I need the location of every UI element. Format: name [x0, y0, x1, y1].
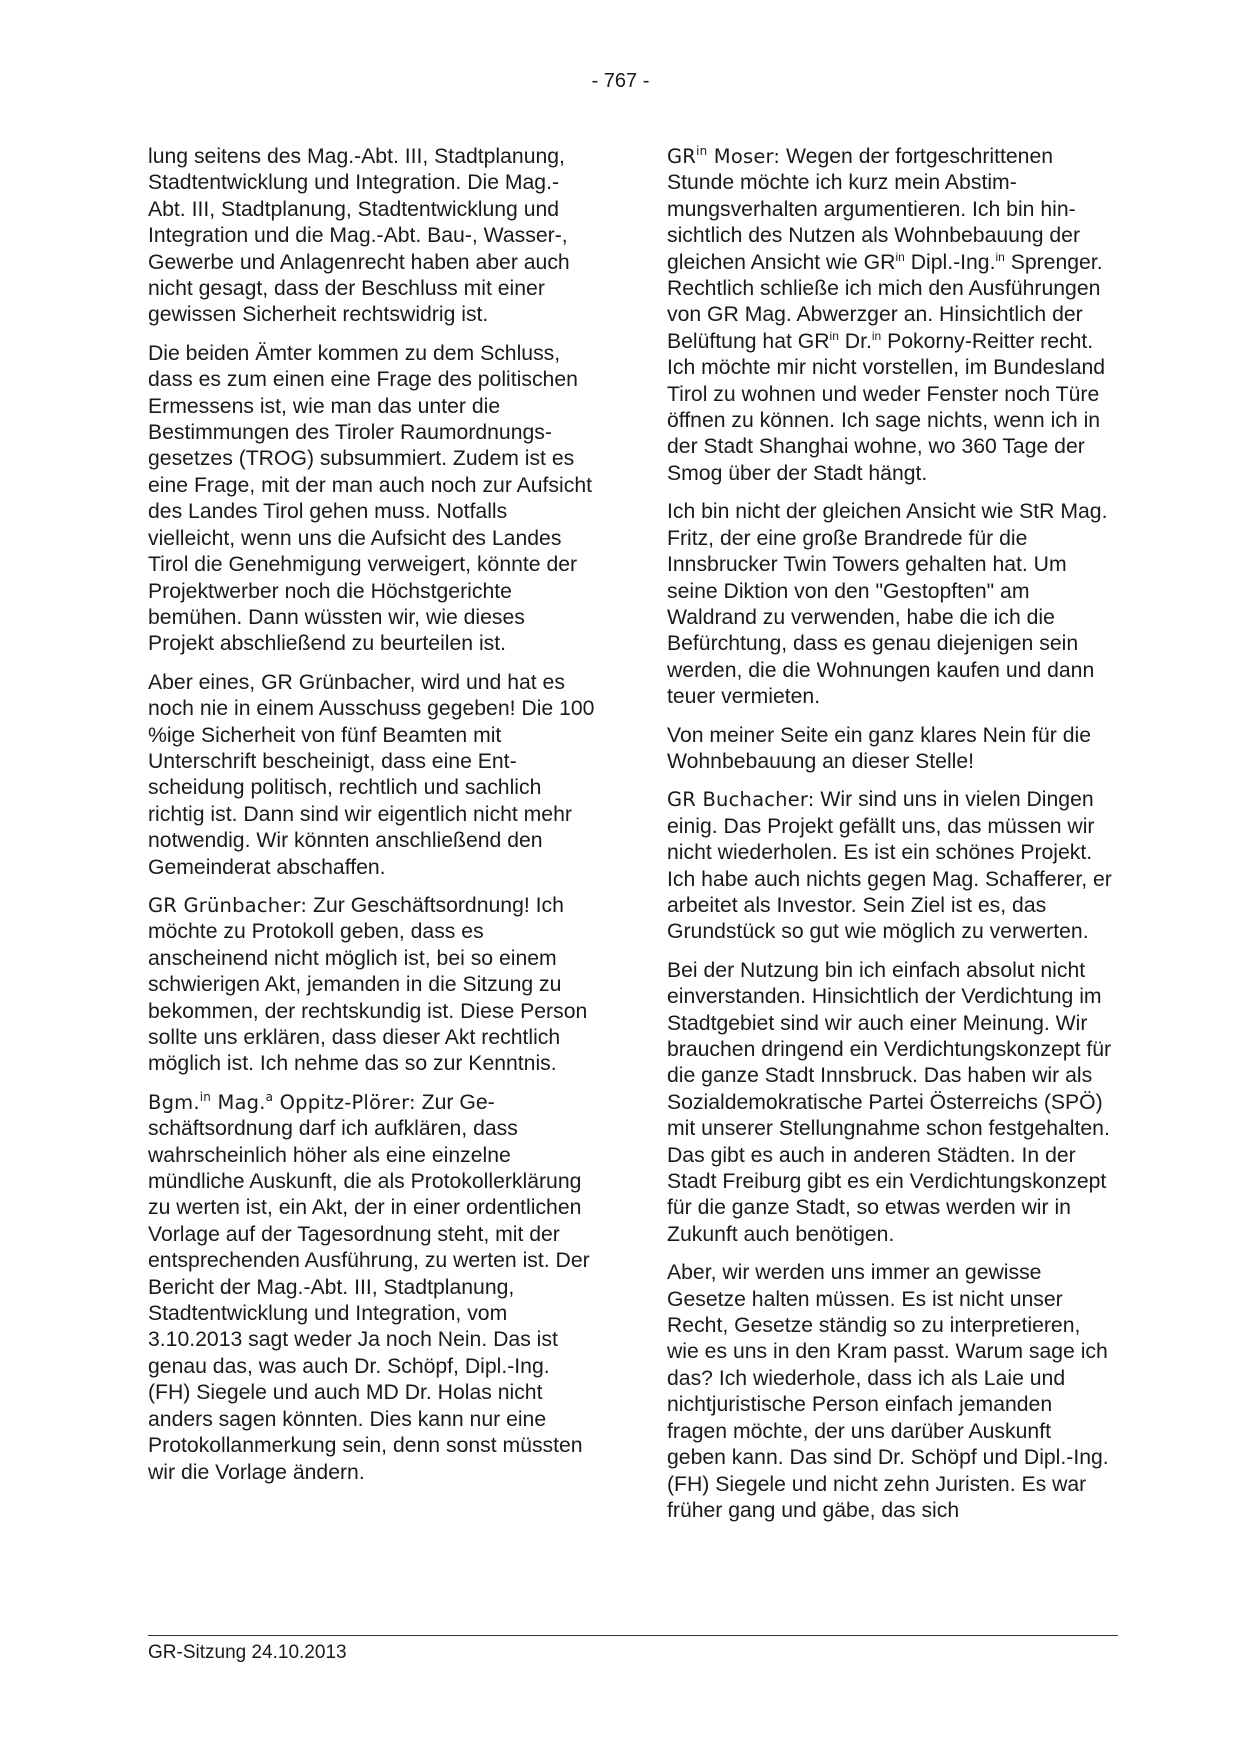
- speaker-name: GR Buchacher:: [667, 788, 815, 812]
- speech-text: Zur Geschäftsordnung! Ich möchte zu Protokoll geben, dass es anscheinend nicht möglich ist, bei so einem schwierigen Akt, jemanden in die Sitzung zu bekommen, der rechtskundig ist. Diese Person sollte uns erklären, dass dieser Akt rechtlich möglich ist. Ich nehme das so zur Kenntnis.: [148, 893, 588, 1076]
- paragraph: Aber, wir werden uns immer an gewisse Gesetze halten müssen. Es ist nicht unser Recht, Gesetze ständig so zu interpretieren, wie es uns in den Kram passt. Warum sage ich das? Ich wiederhole, dass ich als Laie und nichtjuristische Person einfach jemanden fragen möchte, der uns darüber Auskunft geben kann. Das sind Dr. Schöpf und Dipl.-Ing. (FH) Siegele und nicht zehn Juristen. Es war früher gang und gäbe, das sich: [667, 1261, 1109, 1522]
- paragraph: [148, 1090, 596, 1486]
- speech-text: Zur Geschäftsordnung darf ich aufklären, dass wahrscheinlich höher als eine einzelne mündliche Auskunft, die als Protokollerklärung zu werten ist, ein Akt, der in einer ordentlichen Vorlage auf der Tagesordnung steht, mit der entsprechenden Ausführung, zu werten ist. Der Bericht der Mag.-Abt. III, Stadtplanung, Stadtentwicklung und Integration, vom 3.10.2013 sagt weder Ja noch Nein. Das ist genau das, was auch Dr. Schöpf, Dipl.-Ing. (FH) Siegele und auch MD Dr. Holas nicht anders sagen könnten. Dies kann nur eine Protokollanmerkung sein, denn sonst müssten wir die Vorlage ändern.: [148, 1090, 590, 1484]
- speaker-name: Bgm.$^{in}$ Mag.$^a$ Oppitz-Plörer:: [148, 1089, 416, 1114]
- paragraph: Bei der Nutzung bin ich einfach absolut nicht einverstanden. Hinsichtlich der Verdichtung im Stadtgebiet sind wir auch einer Meinung. Wir brauchen dringend ein Verdichtungskonzept für die ganze Stadt Innsbruck. Das haben wir als Sozialdemokratische Partei Österreichs (SPÖ) mit unserer Stellungnahme schon festgehalten. Das gibt es auch in anderen Städten. In der Stadt Freiburg gibt es ein Verdichtungskonzept für die ganze Stadt, so etwas werden wir in Zukunft auch benötigen.: [667, 958, 1112, 1246]
- page-number: - 767 -: [591, 70, 650, 92]
- speech-text: Wir sind uns in vielen Dingen einig. Das Projekt gefällt uns, das müssen wir nicht wiederholen. Es ist ein schönes Projekt. Ich habe auch nichts gegen Mag. Schafferer, er arbeitet als Investor. Sein Ziel ist es, das Grundstück so gut wie möglich zu verwerten.: [667, 788, 1112, 944]
- right-column: [667, 144, 1115, 1536]
- paragraph: Die beiden Ämter kommen zu dem Schluss, dass es zum einen eine Frage des politischen Ermessens ist, wie man das unter die Bestimmungen des Tiroler Raumordnungsgesetzes (TROG) subsummiert. Zudem ist es eine Frage, mit der man auch noch zur Aufsicht des Landes Tirol gehen muss. Notfalls vielleicht, wenn uns die Aufsicht des Landes Tirol die Genehmigung verweigert, könnte der Projektwerber noch die Höchstgerichte bemühen. Dann wüssten wir, wie dieses Projekt abschließend zu beurteilen ist.: [148, 341, 592, 656]
- footer-divider: [148, 1635, 1118, 1636]
- paragraph: [148, 893, 596, 1078]
- paragraph: [667, 144, 1115, 487]
- paragraph: Aber eines, GR Grünbacher, wird und hat es noch nie in einem Ausschuss gegeben! Die 100 %ige Sicherheit von fünf Beamten mit Unterschrift bescheinigt, dass eine Entscheidung politisch, rechtlich und sachlich richtig ist. Dann sind wir eigentlich nicht mehr notwendig. Wir könnten anschließend den Gemeinderat abschaffen.: [148, 670, 595, 879]
- paragraph: lung seitens des Mag.-Abt. III, Stadtplanung, Stadtentwicklung und Integration. Die Mag.-Abt. III, Stadtplanung, Stadtentwicklung und Integration und die Mag.-Abt. Bau-, Wasser-, Gewerbe und Anlagenrecht haben aber auch nicht gesagt, dass der Beschluss mit einer gewissen Sicherheit rechtswidrig ist.: [148, 145, 570, 327]
- left-column: [148, 144, 596, 1498]
- paragraph: Von meiner Seite ein ganz klares Nein für die Wohnbebauung an dieser Stelle!: [667, 723, 1091, 773]
- speech-text: Wegen der fortgeschrittenen Stunde möchte ich kurz mein Abstimmungsverhalten argumentieren. Ich bin hinsichtlich des Nutzen als Wohnbebauung der gleichen Ansicht wie $GR^{in}$ Dipl.-Ing.$^{in}$ Sprenger. Rechtlich schließe ich mich den Ausführungen von GR Mag. Abwerzger an. Hinsichtlich der Belüftung hat $GR^{in}$ Dr.$^{in}$ Pokorny-Reitter recht. Ich möchte mir nicht vorstellen, im Bundesland Tirol zu wohnen und weder Fenster noch Türe öffnen zu können. Ich sage nichts, wenn ich in der Stadt Shanghai wohne, wo 360 Tage der Smog über der Stadt hängt.: [667, 145, 1106, 485]
- speaker-name: GR Grünbacher:: [148, 893, 308, 917]
- speaker-name: $GR^{in}$ Moser:: [667, 144, 781, 168]
- paragraph: [667, 787, 1115, 945]
- paragraph: Ich bin nicht der gleichen Ansicht wie StR Mag. Fritz, der eine große Brandrede für die Innsbrucker Twin Towers gehalten hat. Um seine Diktion von den "Gestopften" am Waldrand zu verwenden, habe die ich die Befürchtung, dass es genau diejenigen sein werden, die die Wohnungen kaufen und dann teuer vermieten.: [667, 500, 1108, 709]
- footer-session-label: GR-Sitzung 24.10.2013: [148, 1642, 347, 1663]
